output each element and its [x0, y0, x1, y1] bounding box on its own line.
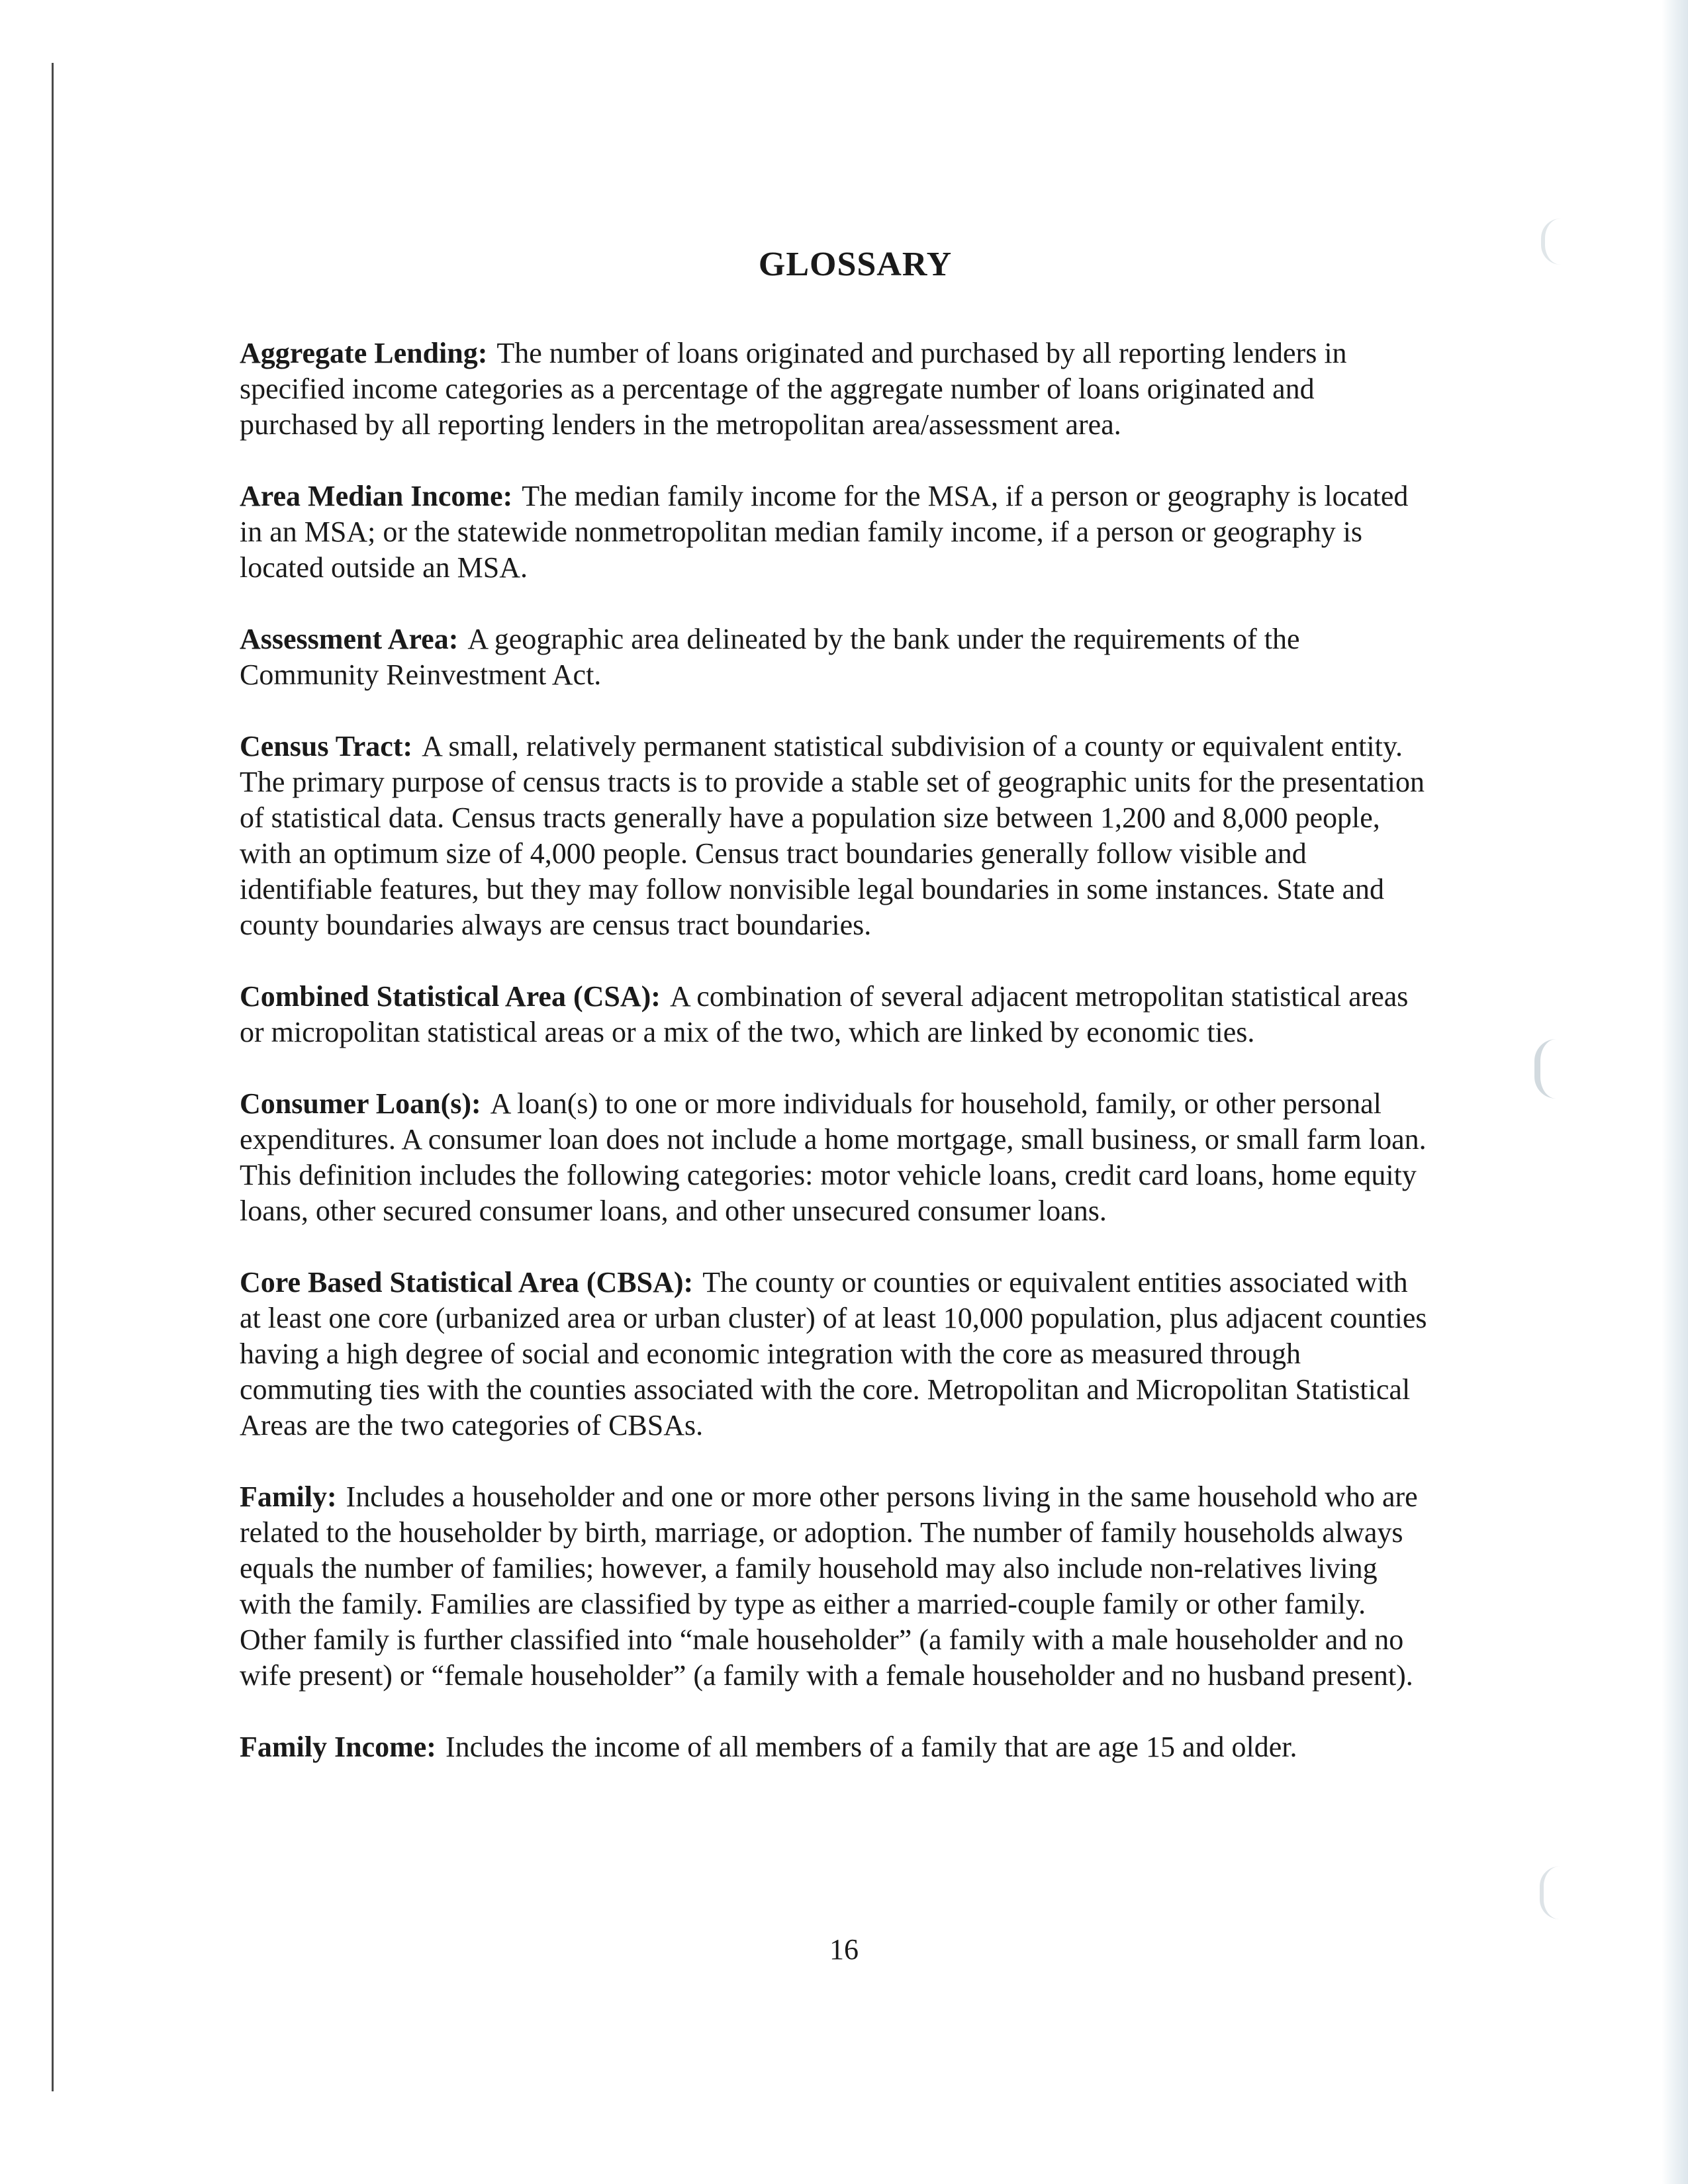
- glossary-definition: A geographic area delineated by the bank under the requirements of the Community Reinvestment Act.: [240, 623, 1300, 691]
- glossary-definition: A loan(s) to one or more individuals for household, family, or other personal expenditures. A consumer loan does not include a home mortgage, small business, or small farm loan. This definition includes the following categories: motor vehicle loans, credit card loans, home equity loans, other secured consumer loans, and other unsecured consumer loans.: [240, 1087, 1427, 1227]
- glossary-term: Core Based Statistical Area (CBSA):: [240, 1266, 694, 1298]
- scan-right-edge: [1662, 0, 1688, 2184]
- glossary-definition: Includes a householder and one or more other persons living in the same household who are related to the householder by birth, marriage, or adoption. The number of family households always equals the number of families; however, a family household may also include non-relatives living with the family. Families are classified by type as either a married-couple family or other family. Other family is further classified into “male householder” (a family with a male householder and no wife present) or “female householder” (a family with a female householder and no husband present).: [240, 1480, 1418, 1692]
- punch-hole-mark: [1540, 1866, 1560, 1919]
- glossary-definition: A small, relatively permanent statistical subdivision of a county or equivalent entity. The primary purpose of census tracts is to provide a stable set of geographic units for the presentation of statistical data. Census tracts generally have a population size between 1,200 and 8,000 people, with an optimum size of 4,000 people. Census tract boundaries generally follow visible and identifiable features, but they may follow nonvisible legal boundaries in some instances. State and county boundaries always are census tract boundaries.: [240, 730, 1425, 941]
- glossary-term: Family:: [240, 1480, 337, 1513]
- page-number: [0, 1933, 1688, 1966]
- glossary-definition: The median family income for the MSA, if a person or geography is located in an MSA; or the statewide nonmetropolitan median family income, if a person or geography is located outside an MSA.: [240, 480, 1409, 584]
- page-title: GLOSSARY: [758, 246, 953, 283]
- glossary-entry: [240, 478, 1431, 586]
- glossary-entry: [240, 729, 1431, 943]
- glossary-entry: [240, 1265, 1431, 1443]
- glossary-definition: The number of loans originated and purchased by all reporting lenders in specified income categories as a percentage of the aggregate number of loans originated and purchased by all reporting lenders in the metropolitan area/assessment area.: [240, 337, 1347, 441]
- glossary-term: Consumer Loan(s):: [240, 1087, 481, 1120]
- scan-edge-line: [52, 63, 54, 2091]
- glossary-definition: Includes the income of all members of a family that are age 15 and older.: [445, 1731, 1297, 1763]
- glossary-entry: [240, 1086, 1431, 1229]
- glossary-term: Assessment Area:: [240, 623, 459, 655]
- glossary-term: Census Tract:: [240, 730, 413, 762]
- glossary-term: Family Income:: [240, 1731, 436, 1763]
- glossary-entry: [240, 1729, 1431, 1765]
- punch-hole-mark: [1534, 1039, 1556, 1099]
- glossary-definition: The county or counties or equivalent entities associated with at least one core (urbanized area or urban cluster) of at least 10,000 population, plus adjacent counties having a high degree of social and economic integration with the core as measured through commuting ties with the counties associated with the core. Metropolitan and Micropolitan Statistical Areas are the two categories of CBSAs.: [240, 1266, 1427, 1441]
- glossary-content: [240, 245, 1431, 1801]
- glossary-definition: A combination of several adjacent metropolitan statistical areas or micropolitan statistical areas or a mix of the two, which are linked by economic ties.: [240, 980, 1409, 1048]
- punch-hole-mark: [1541, 218, 1561, 265]
- glossary-term: Aggregate Lending:: [240, 337, 488, 369]
- glossary-entry: [240, 621, 1431, 693]
- glossary-term: Area Median Income:: [240, 480, 513, 512]
- glossary-entry: [240, 336, 1431, 443]
- glossary-term: Combined Statistical Area (CSA):: [240, 980, 661, 1013]
- glossary-entry: [240, 1479, 1431, 1694]
- page-number-text: 16: [829, 1933, 859, 1966]
- glossary-entry: [240, 979, 1431, 1050]
